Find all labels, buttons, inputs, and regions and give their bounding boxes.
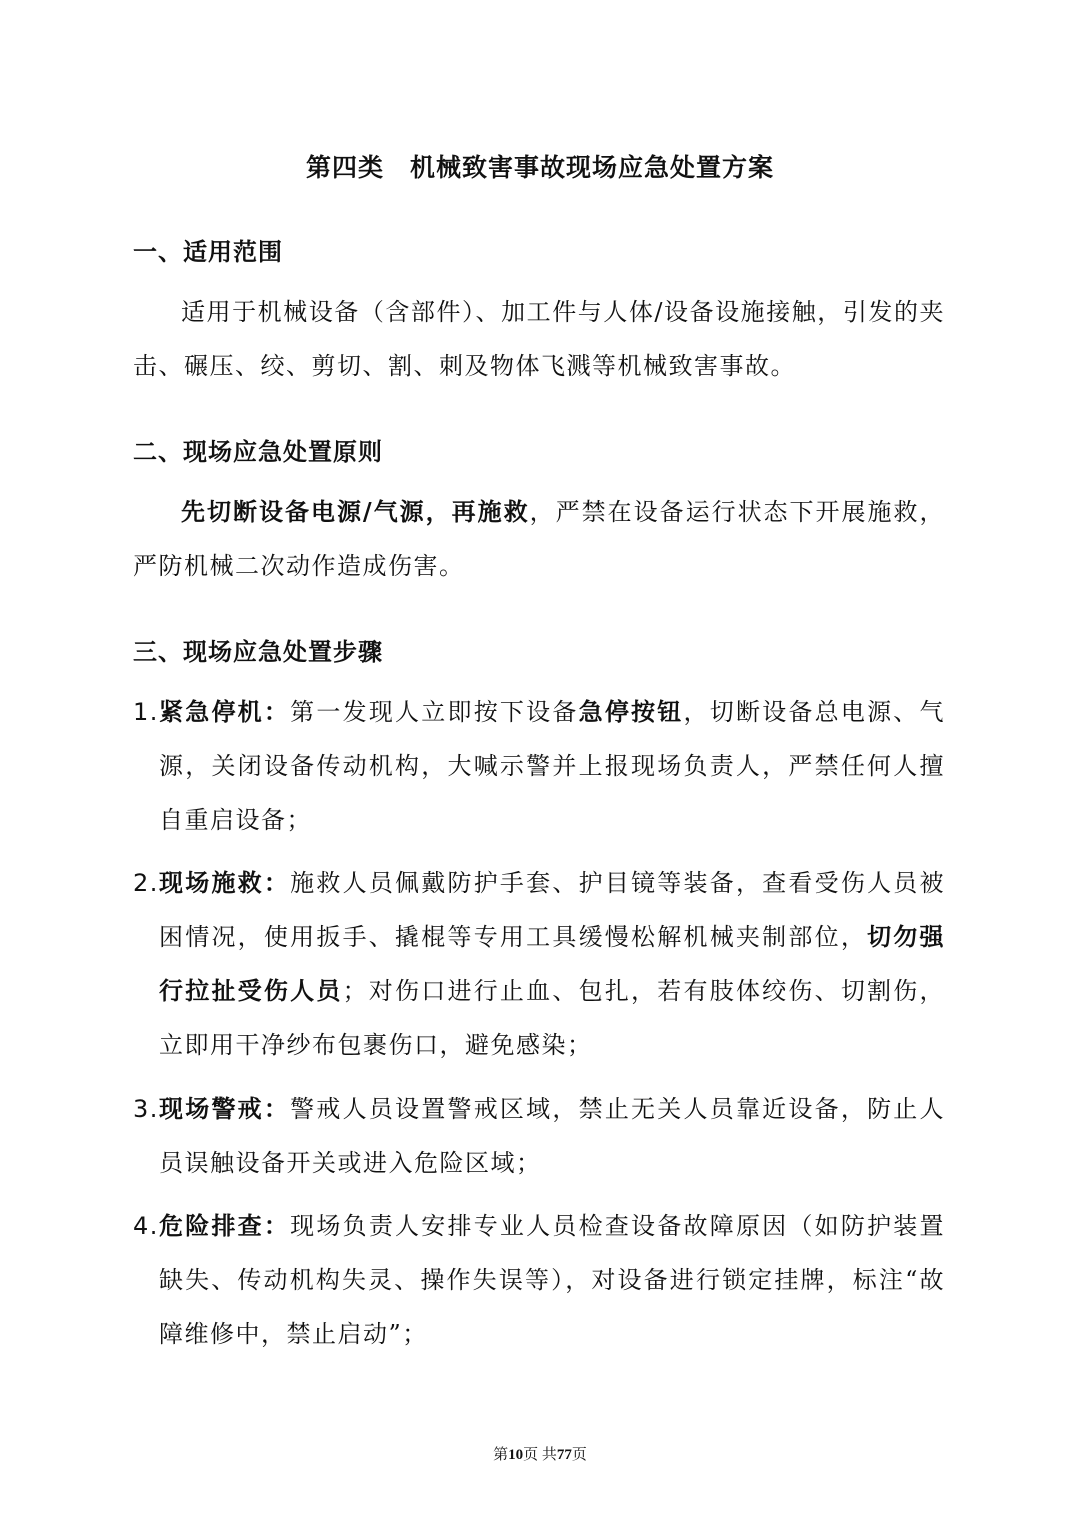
total-page-number: 77 bbox=[556, 1447, 572, 1463]
step-text: 现场负责人安排专业人员检查设备故障原因（如防护装置缺失、传动机构失灵、操作失误等），对设备进行锁定挂牌，标注“故障维修中，禁止启动”； bbox=[159, 1212, 946, 1348]
footer-middle: 页 共 bbox=[523, 1447, 557, 1463]
page-title: 第四类 机械致害事故现场应急处置方案 bbox=[305, 153, 774, 182]
list-item bbox=[133, 685, 945, 847]
step-colon: ： bbox=[263, 1211, 291, 1240]
step-colon: ： bbox=[263, 697, 291, 726]
step-emphasis: 急停按钮 bbox=[578, 697, 684, 726]
page-footer bbox=[0, 1443, 1080, 1464]
step-text: 第一发现人立即按下设备 bbox=[290, 698, 579, 726]
step-emphasis: 切勿强行拉扯受伤人员 bbox=[159, 922, 946, 1005]
list-number: 1. bbox=[133, 698, 159, 726]
step-colon: ： bbox=[263, 1094, 291, 1123]
section-text-principle bbox=[133, 485, 945, 593]
footer-suffix: 页 bbox=[571, 1447, 587, 1463]
section-text-scope: 适用于机械设备（含部件）、加工件与人体/设备设施接触，引发的夹击、碾压、绞、剪切、割、刺及物体飞溅等机械致害事故。 bbox=[133, 298, 945, 380]
footer-prefix: 第 bbox=[493, 1447, 509, 1463]
step-text: 警戒人员设置警戒区域，禁止无关人员靠近设备，防止人员误触设备开关或进入危险区域； bbox=[159, 1095, 946, 1177]
step-text-rest: ，切断设备总电源、气源，关闭设备传动机构，大喊示警并上报现场负责人，严禁任何人擅自重启设备； bbox=[159, 698, 946, 834]
list-item bbox=[133, 1082, 945, 1190]
step-label: 危险排查 bbox=[159, 1211, 264, 1240]
list-number: 4. bbox=[133, 1212, 159, 1240]
principle-rest: ，严禁在设备运行状态下开展施救，严防机械二次动作造成伤害。 bbox=[133, 498, 946, 580]
principle-emphasis: 先切断设备电源/气源，再施救 bbox=[181, 497, 530, 526]
section-heading-steps: 三、现场应急处置步骤 bbox=[133, 637, 383, 666]
step-label: 现场警戒 bbox=[159, 1094, 264, 1123]
current-page-number: 10 bbox=[508, 1447, 524, 1463]
list-number: 2. bbox=[133, 869, 159, 897]
step-colon: ： bbox=[263, 868, 291, 897]
step-label: 现场施救 bbox=[159, 868, 264, 897]
section-heading-principle: 二、现场应急处置原则 bbox=[133, 437, 383, 466]
list-item bbox=[133, 1199, 945, 1361]
step-text: 施救人员佩戴防护手套、护目镜等装备，查看受伤人员被困情况，使用扳手、撬棍等专用工具缓慢松解机械夹制部位， bbox=[159, 869, 946, 951]
list-item bbox=[133, 856, 945, 1072]
step-label: 紧急停机 bbox=[159, 697, 264, 726]
step-text-rest: ；对伤口进行止血、包扎，若有肢体绞伤、切割伤，立即用干净纱布包裹伤口，避免感染； bbox=[159, 977, 946, 1059]
list-number: 3. bbox=[133, 1095, 159, 1123]
section-heading-scope: 一、适用范围 bbox=[133, 237, 283, 266]
